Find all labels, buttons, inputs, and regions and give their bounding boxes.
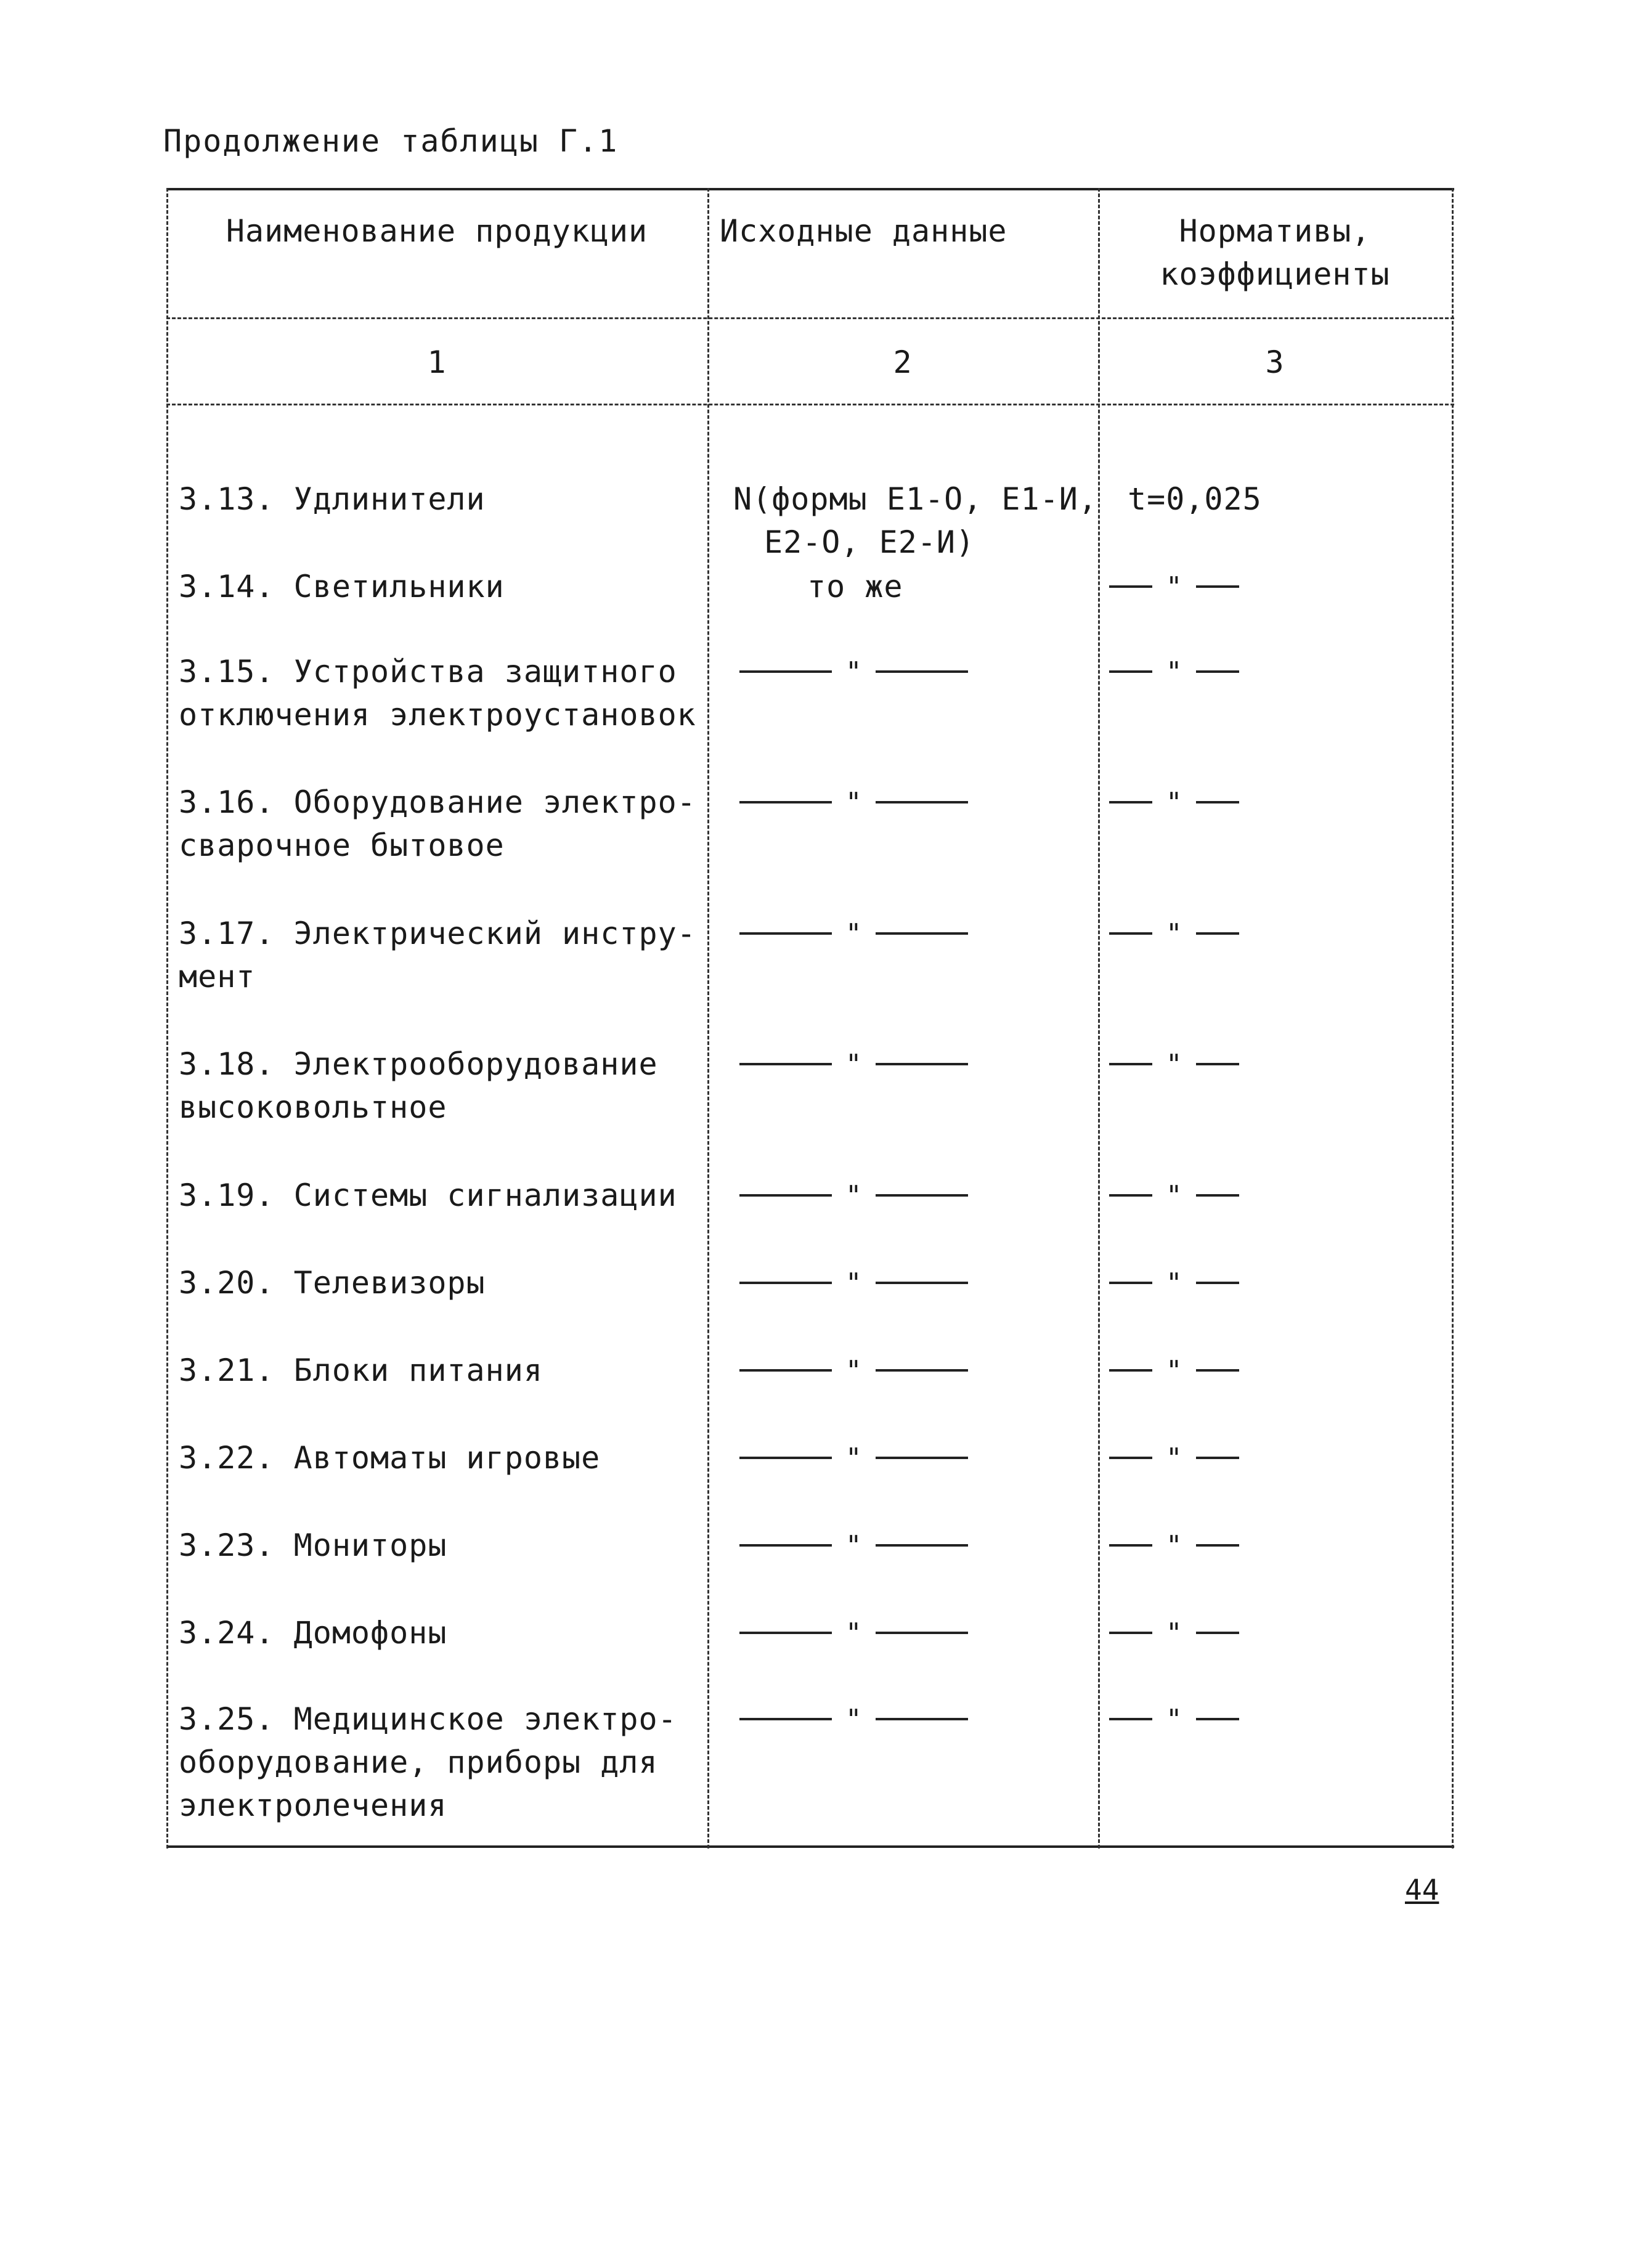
ditto-quote: " bbox=[845, 917, 862, 950]
ditto-quote: " bbox=[845, 1354, 862, 1386]
ditto-mark bbox=[1109, 1043, 1239, 1086]
product-name-line: 3.21. Блоки питания bbox=[179, 1352, 543, 1388]
product-name-line: оборудование, приборы для bbox=[179, 1744, 658, 1780]
product-name-line: 3.20. Телевизоры bbox=[179, 1265, 486, 1301]
ditto-quote: " bbox=[1166, 1267, 1182, 1299]
ditto-quote: " bbox=[845, 656, 862, 688]
ditto-dash bbox=[876, 1369, 968, 1372]
ditto-quote: " bbox=[845, 786, 862, 818]
ditto-dash bbox=[1109, 1194, 1152, 1197]
product-name-line: 3.23. Мониторы bbox=[179, 1527, 447, 1563]
ditto-quote: " bbox=[1166, 571, 1182, 603]
ditto-dash bbox=[1196, 1632, 1239, 1634]
ditto-quote: " bbox=[845, 1267, 862, 1299]
ditto-mark bbox=[1109, 1611, 1239, 1654]
ditto-mark bbox=[1109, 1436, 1239, 1479]
ditto-quote: " bbox=[1166, 1617, 1182, 1649]
ditto-dash bbox=[1196, 670, 1239, 673]
ditto-dash bbox=[876, 1194, 968, 1197]
ditto-mark bbox=[1109, 1261, 1239, 1304]
ditto-dash bbox=[876, 1718, 968, 1720]
header-source-data: Исходные данные bbox=[720, 213, 1007, 249]
source-data-line: N(формы Е1-О, Е1-И, bbox=[733, 481, 1097, 517]
ditto-dash bbox=[1196, 932, 1239, 935]
column-number-divider bbox=[166, 404, 1454, 405]
ditto-quote: " bbox=[1166, 1442, 1182, 1474]
column-number-2: 2 bbox=[893, 344, 913, 380]
header-divider bbox=[166, 317, 1454, 319]
ditto-quote: " bbox=[1166, 656, 1182, 688]
ditto-quote: " bbox=[1166, 1529, 1182, 1561]
ditto-quote: " bbox=[845, 1617, 862, 1649]
table-top-border bbox=[166, 188, 1454, 190]
product-name-line: 3.25. Медицинское электро- bbox=[179, 1701, 677, 1737]
product-name-line: 3.22. Автоматы игровые bbox=[179, 1440, 601, 1476]
ditto-mark bbox=[739, 1174, 968, 1217]
ditto-mark bbox=[739, 650, 968, 693]
ditto-mark bbox=[1109, 912, 1239, 955]
ditto-quote: " bbox=[1166, 1048, 1182, 1080]
ditto-dash bbox=[876, 1544, 968, 1547]
page-number: 44 bbox=[1405, 1873, 1439, 1906]
ditto-mark bbox=[1109, 1349, 1239, 1392]
ditto-quote: " bbox=[1166, 786, 1182, 818]
product-name-line: отключения электроустановок bbox=[179, 697, 696, 733]
ditto-quote: " bbox=[1166, 1703, 1182, 1735]
product-name-line: сварочное бытовое bbox=[179, 828, 505, 863]
product-name-line: 3.18. Электрооборудование bbox=[179, 1046, 658, 1082]
ditto-mark bbox=[739, 1611, 968, 1654]
header-norms-line1: Нормативы, bbox=[1179, 213, 1371, 249]
ditto-dash bbox=[739, 801, 832, 803]
ditto-dash bbox=[876, 801, 968, 803]
ditto-dash bbox=[1109, 1457, 1152, 1459]
product-name-line: высоковольтное bbox=[179, 1089, 447, 1125]
ditto-dash bbox=[739, 1457, 832, 1459]
ditto-quote: " bbox=[845, 1703, 862, 1735]
ditto-dash bbox=[739, 932, 832, 935]
ditto-dash bbox=[876, 1632, 968, 1634]
ditto-mark bbox=[1109, 565, 1239, 608]
ditto-mark bbox=[739, 912, 968, 955]
ditto-mark bbox=[1109, 650, 1239, 693]
ditto-dash bbox=[1196, 1282, 1239, 1284]
ditto-dash bbox=[1196, 1544, 1239, 1547]
ditto-dash bbox=[1109, 585, 1152, 588]
ditto-dash bbox=[1109, 1063, 1152, 1065]
product-name-line: электролечения bbox=[179, 1788, 447, 1823]
ditto-quote: " bbox=[1166, 917, 1182, 950]
column-number-3: 3 bbox=[1265, 344, 1285, 380]
ditto-mark bbox=[739, 1261, 968, 1304]
ditto-dash bbox=[1109, 1632, 1152, 1634]
ditto-mark bbox=[1109, 781, 1239, 824]
ditto-dash bbox=[739, 1718, 832, 1720]
ditto-dash bbox=[1109, 1544, 1152, 1547]
ditto-dash bbox=[739, 1194, 832, 1197]
ditto-dash bbox=[876, 1063, 968, 1065]
ditto-dash bbox=[1196, 1457, 1239, 1459]
header-norms-line2: коэффициенты bbox=[1160, 256, 1390, 292]
ditto-dash bbox=[1109, 1369, 1152, 1372]
norm-value: t=0,025 bbox=[1128, 481, 1262, 517]
ditto-quote: " bbox=[845, 1179, 862, 1211]
product-name-line: 3.17. Электрический инстру- bbox=[179, 916, 696, 951]
ditto-dash bbox=[876, 670, 968, 673]
ditto-dash bbox=[1109, 1282, 1152, 1284]
ditto-mark bbox=[739, 1524, 968, 1567]
ditto-dash bbox=[739, 1063, 832, 1065]
ditto-dash bbox=[876, 932, 968, 935]
product-name-line: 3.19. Системы сигнализации bbox=[179, 1177, 677, 1213]
ditto-dash bbox=[1109, 932, 1152, 935]
product-name-line: мент bbox=[179, 959, 256, 994]
table-bottom-border bbox=[166, 1845, 1454, 1848]
source-data-line: Е2-О, Е2-И) bbox=[764, 524, 975, 560]
header-product-name: Наименование продукции bbox=[226, 213, 648, 249]
ditto-mark bbox=[1109, 1524, 1239, 1567]
ditto-mark bbox=[739, 1698, 968, 1741]
ditto-quote: " bbox=[845, 1442, 862, 1474]
ditto-dash bbox=[1196, 1194, 1239, 1197]
ditto-dash bbox=[739, 1369, 832, 1372]
product-name-line: 3.24. Домофоны bbox=[179, 1615, 447, 1651]
ditto-dash bbox=[739, 1544, 832, 1547]
ditto-dash bbox=[1109, 801, 1152, 803]
ditto-dash bbox=[739, 1282, 832, 1284]
ditto-dash bbox=[876, 1457, 968, 1459]
product-name-line: 3.15. Устройства защитного bbox=[179, 654, 677, 689]
product-name-line: 3.16. Оборудование электро- bbox=[179, 784, 696, 820]
ditto-quote: " bbox=[1166, 1179, 1182, 1211]
product-name-line: 3.14. Светильники bbox=[179, 569, 505, 604]
ditto-dash bbox=[1109, 670, 1152, 673]
ditto-dash bbox=[739, 670, 832, 673]
ditto-mark bbox=[739, 1436, 968, 1479]
table-right-border bbox=[1452, 188, 1454, 1849]
column-divider-1 bbox=[707, 188, 709, 1849]
ditto-mark bbox=[739, 1349, 968, 1392]
ditto-dash bbox=[1196, 1369, 1239, 1372]
column-divider-2 bbox=[1098, 188, 1100, 1849]
ditto-dash bbox=[1109, 1718, 1152, 1720]
ditto-mark bbox=[739, 781, 968, 824]
ditto-mark bbox=[1109, 1698, 1239, 1741]
ditto-quote: " bbox=[845, 1529, 862, 1561]
ditto-quote: " bbox=[845, 1048, 862, 1080]
product-name-line: 3.13. Удлинители bbox=[179, 481, 486, 517]
ditto-dash bbox=[1196, 1063, 1239, 1065]
ditto-dash bbox=[1196, 801, 1239, 803]
ditto-mark bbox=[1109, 1174, 1239, 1217]
ditto-dash bbox=[1196, 1718, 1239, 1720]
ditto-mark bbox=[739, 1043, 968, 1086]
source-data-line: то же bbox=[807, 569, 903, 604]
column-number-1: 1 bbox=[427, 344, 447, 380]
table-caption: Продолжение таблицы Г.1 bbox=[163, 123, 619, 159]
table-left-border bbox=[166, 188, 168, 1849]
ditto-dash bbox=[739, 1632, 832, 1634]
products-table bbox=[166, 188, 1454, 1849]
ditto-quote: " bbox=[1166, 1354, 1182, 1386]
ditto-dash bbox=[1196, 585, 1239, 588]
ditto-dash bbox=[876, 1282, 968, 1284]
